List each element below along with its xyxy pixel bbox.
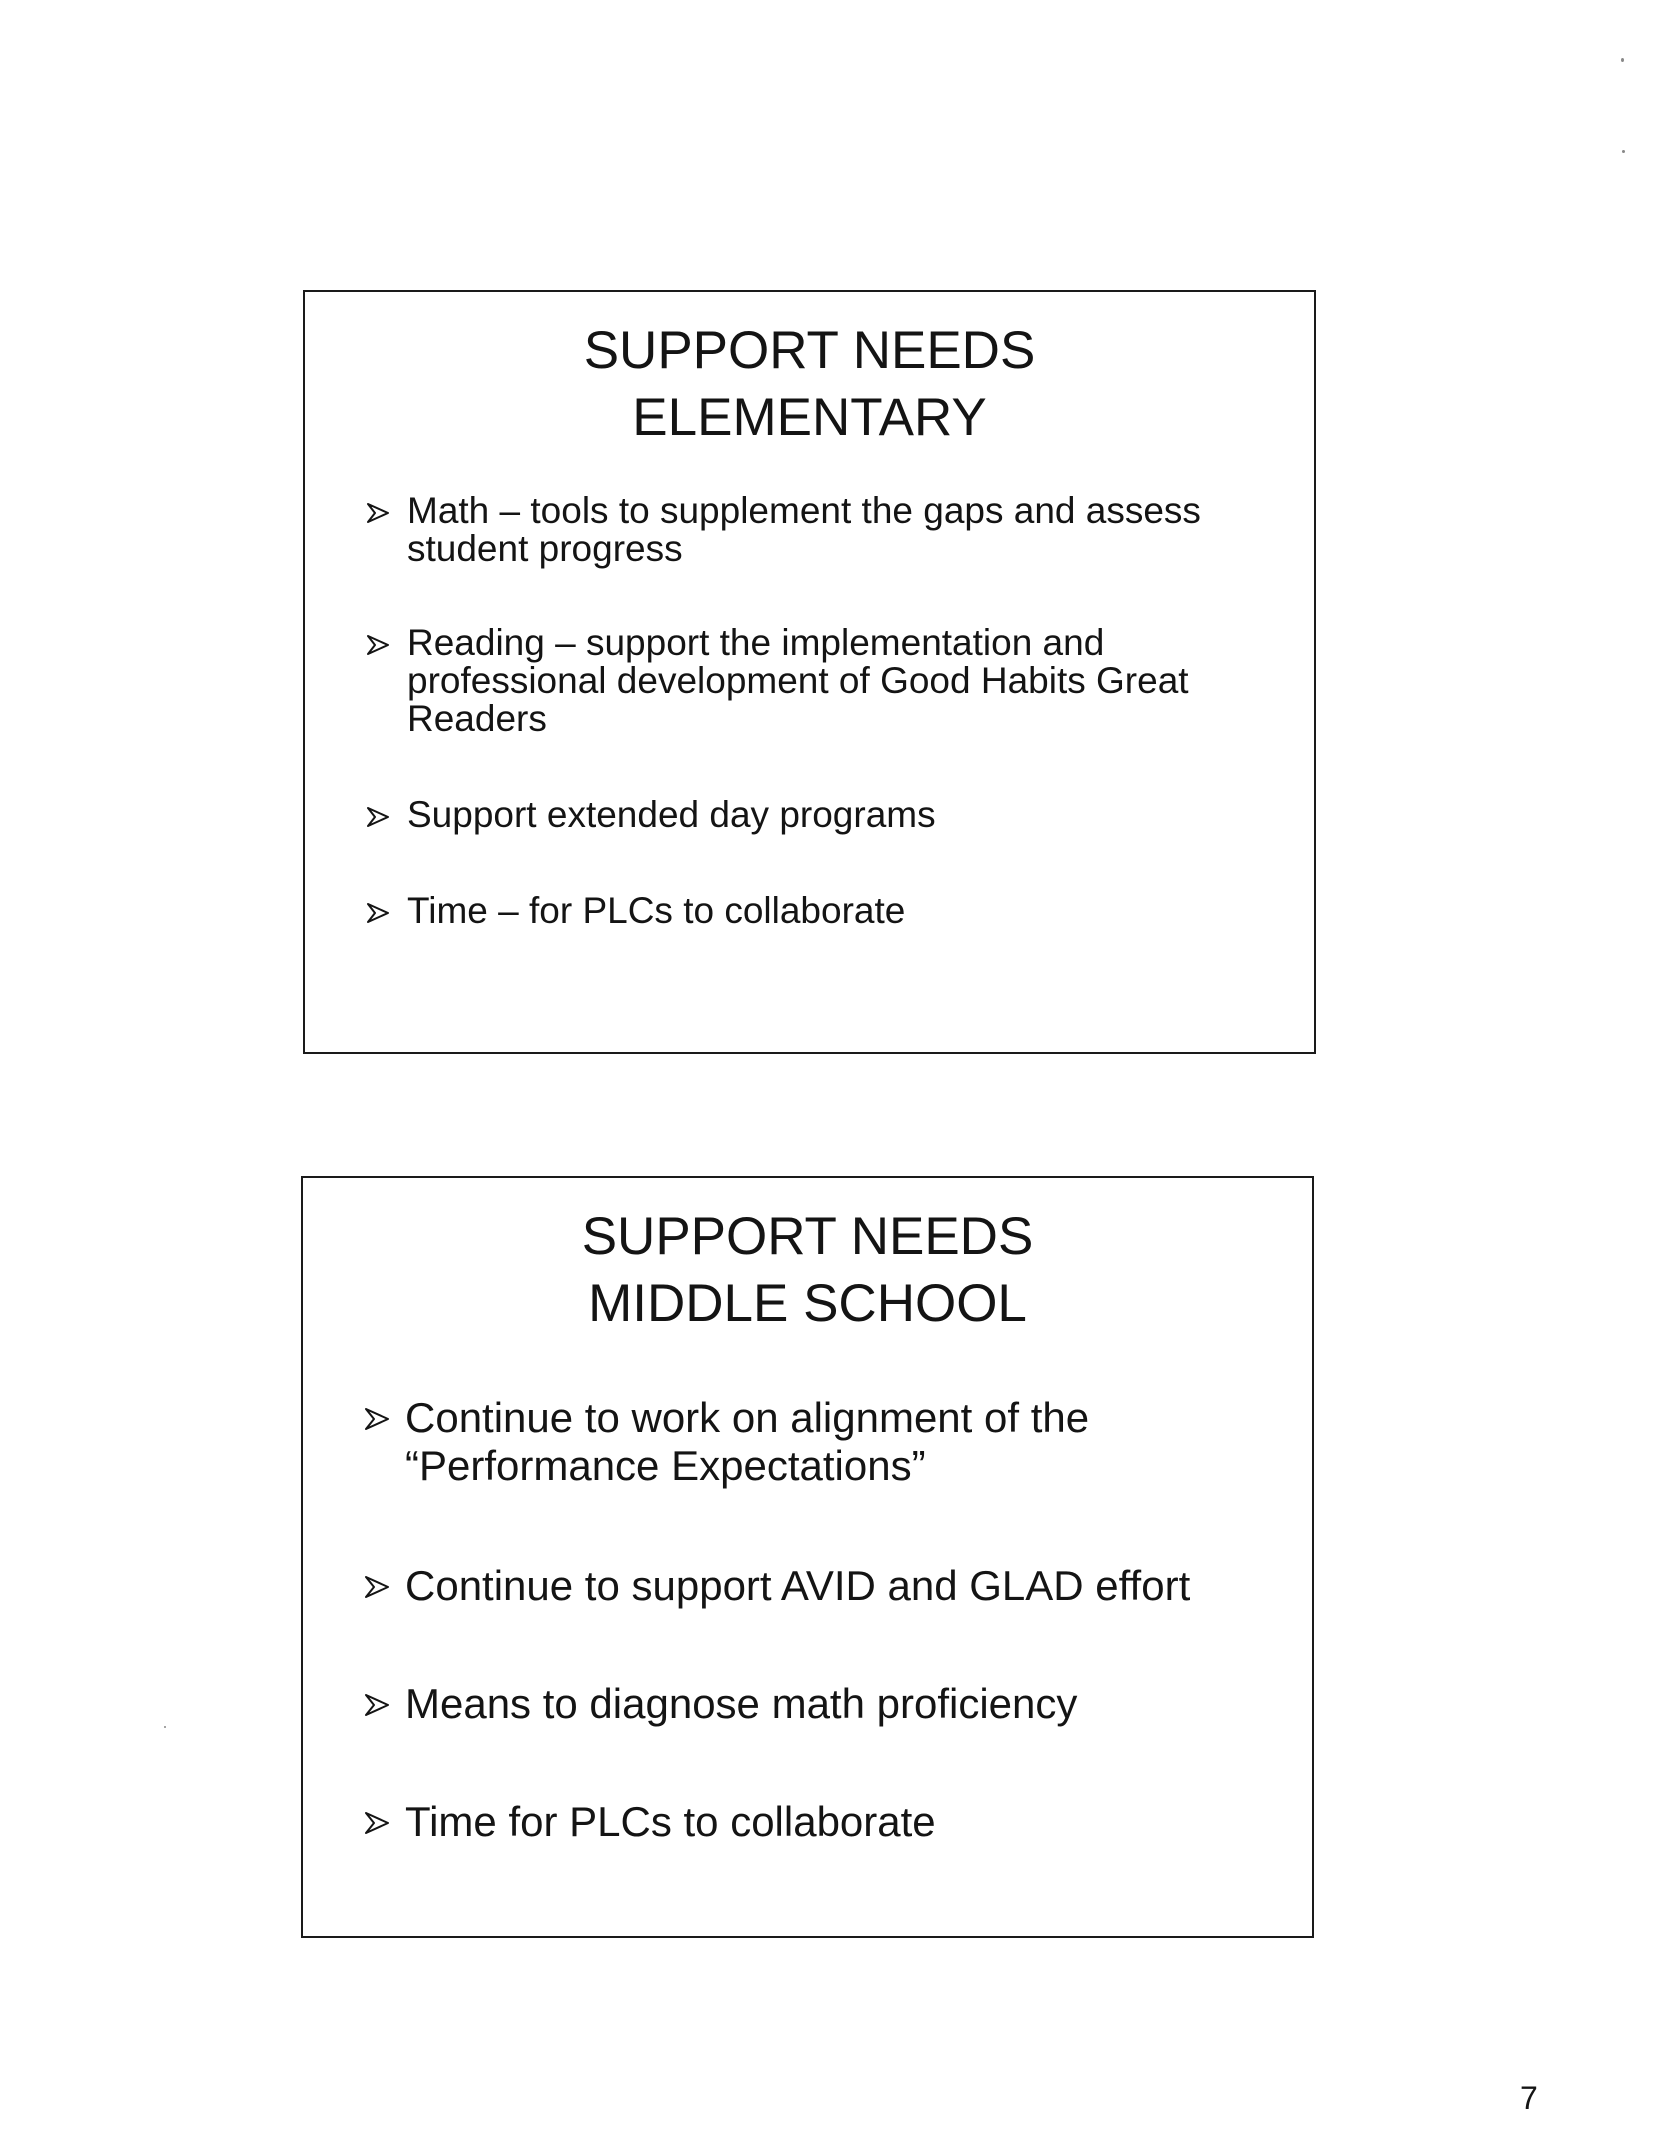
bullet-item: [363, 1394, 1272, 1490]
bullet-item: [365, 624, 1274, 738]
slide-title: [305, 317, 1314, 451]
bullet-text: Time – for PLCs to collaborate: [407, 890, 906, 931]
slide-title-line-2: ELEMENTARY: [632, 388, 987, 447]
bullet-text: Time for PLCs to collaborate: [405, 1798, 936, 1845]
slide-elementary: [303, 290, 1316, 1054]
arrowhead-bullet-icon: [365, 1562, 389, 1602]
bullet-text: Continue to support AVID and GLAD effort: [405, 1562, 1191, 1609]
arrowhead-bullet-icon: [367, 796, 391, 836]
arrowhead-bullet-icon: [365, 1680, 389, 1720]
slide-title-line-2: MIDDLE SCHOOL: [588, 1274, 1027, 1333]
slide-middle-school: [301, 1176, 1314, 1938]
bullet-item: [363, 1562, 1272, 1610]
arrowhead-bullet-icon: [367, 624, 391, 664]
bullet-item: [363, 1680, 1272, 1728]
bullet-list: [363, 1394, 1272, 1846]
bullet-item: [363, 1798, 1272, 1846]
scan-speck: [164, 1726, 166, 1728]
scan-speck: [1621, 58, 1624, 62]
slide-title: [303, 1203, 1312, 1337]
arrowhead-bullet-icon: [367, 892, 391, 932]
bullet-text: Means to diagnose math proficiency: [405, 1680, 1078, 1727]
bullet-text: Continue to work on alignment of the “Performance Expectations”: [405, 1394, 1090, 1489]
slide-title-line-1: SUPPORT NEEDS: [581, 1207, 1034, 1266]
arrowhead-bullet-icon: [367, 492, 391, 532]
scan-speck: [1622, 150, 1625, 153]
slide-title-line-1: SUPPORT NEEDS: [583, 321, 1036, 380]
bullet-text: Support extended day programs: [407, 794, 936, 835]
arrowhead-bullet-icon: [365, 1798, 389, 1838]
bullet-item: [365, 796, 1274, 834]
bullet-item: [365, 892, 1274, 930]
arrowhead-bullet-icon: [365, 1394, 389, 1434]
page-number: 7: [1520, 2080, 1538, 2116]
bullet-item: [365, 492, 1274, 568]
bullet-text: Reading – support the implementation and professional development of Good Habits Great Readers: [407, 622, 1189, 739]
bullet-list: [365, 492, 1274, 930]
bullet-text: Math – tools to supplement the gaps and assess student progress: [407, 490, 1201, 569]
